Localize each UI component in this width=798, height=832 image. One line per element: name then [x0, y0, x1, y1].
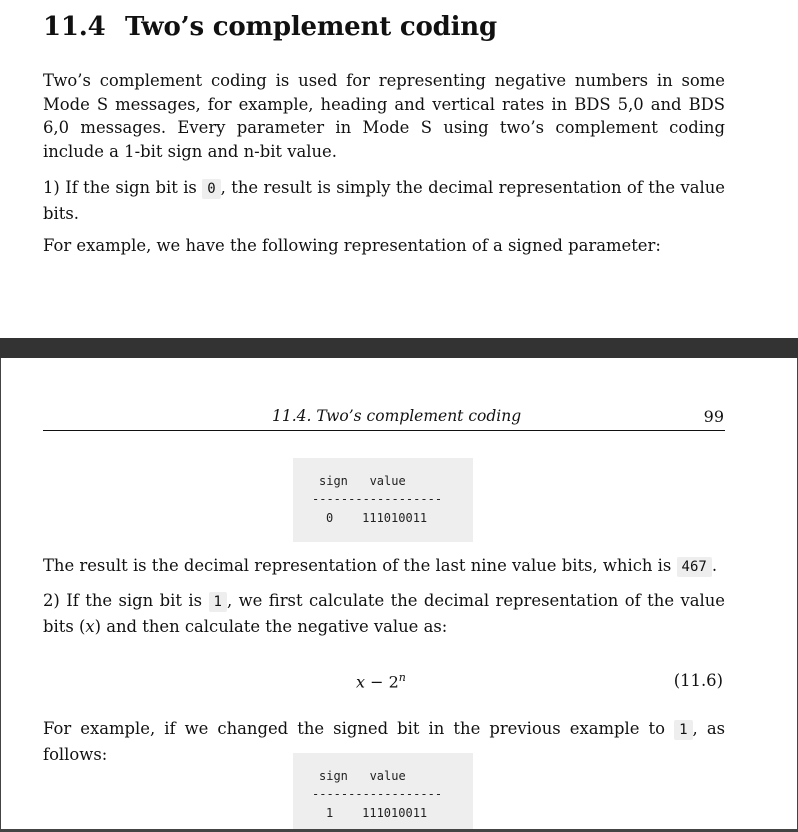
variable-x: x — [85, 616, 95, 636]
page-number: 99 — [703, 407, 724, 426]
result-value-code: 467 — [677, 557, 712, 577]
code-block-example-1 — [293, 458, 473, 542]
page-break — [0, 338, 798, 358]
page-top — [0, 0, 798, 338]
sign-one-code-2: 1 — [674, 720, 692, 740]
rule-one-text-end: , the result is simply the decimal representation of the value bits. — [43, 178, 725, 223]
section-number: 11.4 — [43, 12, 106, 42]
equation-number: (11.6) — [673, 671, 723, 690]
section-heading — [43, 12, 497, 42]
equation-variable: x — [356, 672, 366, 692]
sign-zero-code: 0 — [202, 179, 220, 199]
example-two-text-end: , as follows: — [43, 719, 726, 764]
rule-two-text-mid: , we first calculate the decimal representation of the value bits ( — [43, 591, 725, 636]
equation-exponent: n — [398, 671, 406, 684]
equation-operator: − 2 — [365, 672, 399, 692]
code-block-example-2 — [293, 753, 473, 829]
code-block-header: sign value — [319, 474, 406, 488]
code-block-separator: ------------------ — [312, 492, 443, 506]
intro-paragraph: Two’s complement coding is used for representing negative numbers in some Mode S messages, for example, heading and vertical rates in BDS 5,0 and BDS 6,0 messages. Every parameter in Mode S using two’s complement coding include a 1-bit sign and n-bit value. — [43, 71, 725, 161]
rule-two-paragraph — [43, 589, 725, 638]
code-block-row: 0 111010011 — [326, 511, 428, 525]
section-title: Two’s complement coding — [125, 12, 497, 42]
code-block-row: 1 111010011 — [326, 806, 428, 820]
equation — [356, 671, 406, 691]
example-two-text: For example, if we changed the signed bit in the previous example to — [43, 719, 675, 738]
result-paragraph — [43, 554, 725, 580]
result-text: The result is the decimal representation of the last nine value bits, which is — [43, 556, 677, 575]
sign-one-code: 1 — [209, 592, 227, 612]
rule-one-paragraph — [43, 176, 725, 225]
code-block-separator: ------------------ — [312, 787, 443, 801]
running-header — [43, 407, 725, 431]
result-text-end: . — [711, 556, 718, 575]
rule-one-text: 1) If the sign bit is — [43, 178, 203, 197]
code-block-header: sign value — [319, 769, 406, 783]
rule-two-text: 2) If the sign bit is — [43, 591, 209, 610]
example-intro-paragraph: For example, we have the following representation of a signed parameter: — [43, 236, 661, 255]
rule-two-text-end: ) and then calculate the negative value as: — [94, 616, 448, 636]
running-header-title: 11.4. Two’s complement coding — [272, 407, 522, 425]
